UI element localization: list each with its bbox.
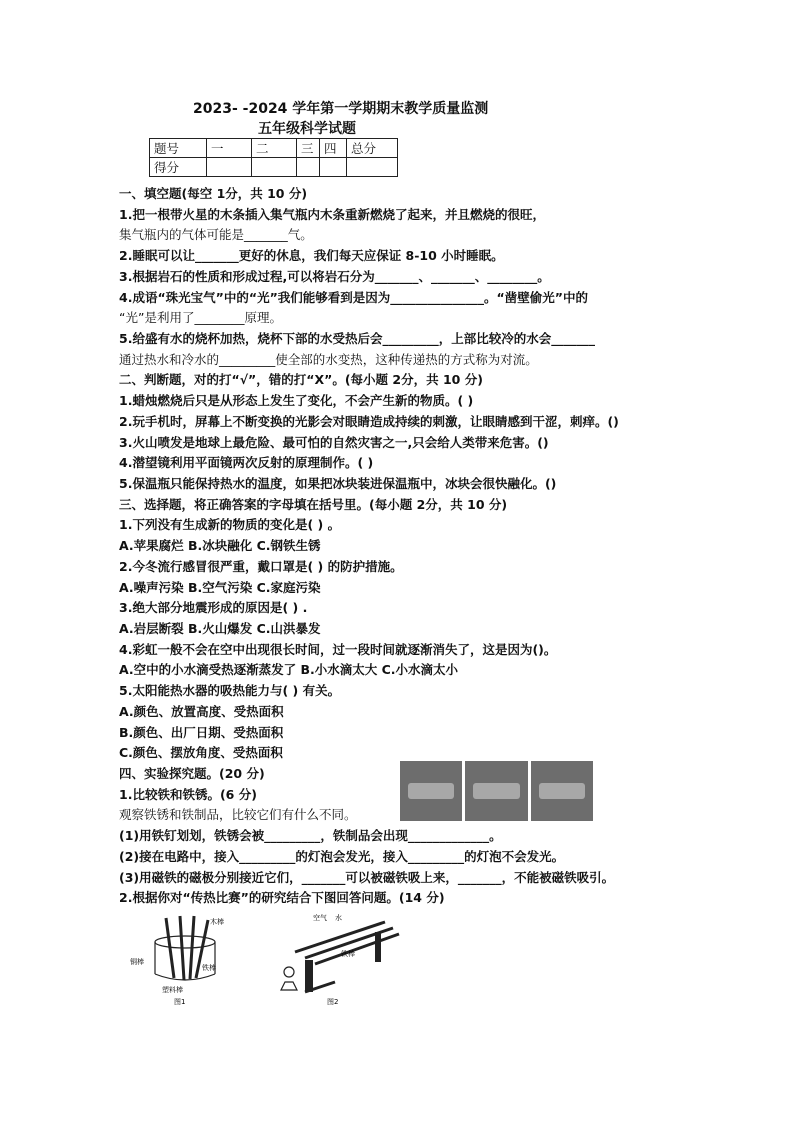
question-text: 观察铁锈和铁制品，比较它们有什么不同。: [119, 807, 357, 822]
question-text: (3)用磁铁的磁极分别接近它们，_______可以被磁铁吸上来，_______，不能被磁铁吸引。: [119, 870, 615, 885]
question-text: 2.根据你对“传热比赛”的研究结合下图回答问题。(14 分): [119, 890, 445, 905]
question-text: 通过热水和冷水的_________使全部的水变热，这种传递热的方式称为对流。: [119, 352, 538, 367]
question-text: 5.给盛有水的烧杯加热，烧杯下部的水受热后会_________，上部比较冷的水会_______: [119, 331, 595, 346]
figure-label: 塑料棒: [162, 986, 183, 994]
score-cell[interactable]: [320, 158, 347, 177]
answer-options: A.空中的小水滴受热逐渐蒸发了 B.小水滴太大 C.小水滴太小: [119, 662, 459, 677]
figure-label: 铁棒: [341, 950, 355, 958]
figure-1-illustration: [130, 912, 240, 1007]
section-heading-experiment: 四、实验探究题。(20 分): [119, 766, 265, 781]
answer-option: A.颜色、放置高度、受热面积: [119, 704, 284, 719]
score-cell[interactable]: [297, 158, 320, 177]
experiment-photo: [400, 761, 462, 821]
table-cell: 一: [207, 139, 252, 158]
answer-option: C.颜色、摆放角度、受热面积: [119, 745, 283, 760]
exam-title: 2023- -2024 学年第一学期期末教学质量监测: [193, 101, 489, 117]
question-text: (1)用铁钉划划，铁锈会被_________，铁制品会出现_____________。: [119, 828, 502, 843]
figure-label: 木棒: [210, 918, 224, 926]
score-table-header-row: [150, 139, 398, 158]
question-text: 2.今冬流行感冒很严重，戴口罩是( ) 的防护措施。: [119, 559, 403, 574]
figure-label: 水: [335, 914, 342, 922]
rust-experiment-photos: [400, 761, 593, 821]
score-cell[interactable]: [347, 158, 398, 177]
question-text: 1.比较铁和铁锈。(6 分): [119, 787, 257, 802]
question-text: 集气瓶内的气体可能是_______气。: [119, 227, 313, 242]
question-text: (2)接在电路中，接入_________的灯泡会发光，接入_________的灯泡不会发光。: [119, 849, 565, 864]
question-text: 1.蜡烛燃烧后只是从形态上发生了变化，不会产生新的物质。( ): [119, 393, 474, 408]
figure-label: 空气: [313, 914, 327, 922]
question-text: 2.玩手机时，屏幕上不断变换的光影会对眼睛造成持续的刺激，让眼睛感到干涩，刺痒。(): [119, 414, 619, 429]
figure-label: 铁棒: [202, 964, 216, 972]
section-heading-fill-blank: 一、填空题(每空 1分，共 10 分): [119, 186, 308, 201]
figure-label: 铜棒: [130, 958, 144, 966]
answer-option: B.颜色、出厂日期、受热面积: [119, 725, 284, 740]
section-heading-true-false: 二、判断题，对的打“√”，错的打“X”。(每小题 2分，共 10 分): [119, 372, 483, 387]
question-text: 4.彩虹一般不会在空中出现很长时间，过一段时间就逐渐消失了，这是因为()。: [119, 642, 557, 657]
question-text: 4.成语“珠光宝气”中的“光”我们能够看到是因为_______________。“凿壁偷光”中的: [119, 290, 588, 305]
question-text: “光”是利用了________原理。: [119, 310, 282, 325]
score-table-score-row: [150, 158, 398, 177]
question-text: 2.睡眠可以让_______更好的休息，我们每天应保证 8-10 小时睡眠。: [119, 248, 504, 263]
table-cell: 得分: [150, 158, 207, 177]
answer-options: A.噪声污染 B.空气污染 C.家庭污染: [119, 580, 321, 595]
score-cell[interactable]: [252, 158, 297, 177]
experiment-photo: [465, 761, 527, 821]
score-table: [149, 138, 398, 177]
figure-caption: 图2: [327, 998, 339, 1006]
question-text: 5.保温瓶只能保持热水的温度，如果把冰块装进保温瓶中，冰块会很快融化。(): [119, 476, 557, 491]
question-text: 3.火山喷发是地球上最危险、最可怕的自然灾害之一,只会给人类带来危害。(): [119, 435, 549, 450]
question-text: 1.下列没有生成新的物质的变化是( ) 。: [119, 517, 341, 532]
question-text: 1.把一根带火星的木条插入集气瓶内木条重新燃烧了起来，并且燃烧的很旺，: [119, 207, 545, 222]
figure-caption: 图1: [174, 998, 186, 1006]
table-cell: 二: [252, 139, 297, 158]
table-cell: 三: [297, 139, 320, 158]
table-cell: 总分: [347, 139, 398, 158]
experiment-photo: [531, 761, 593, 821]
score-cell[interactable]: [207, 158, 252, 177]
question-text: 3.绝大部分地震形成的原因是( ) .: [119, 600, 308, 615]
table-cell: 题号: [150, 139, 207, 158]
question-text: 3.根据岩石的性质和形成过程,可以将岩石分为_______、_______、________。: [119, 269, 550, 284]
answer-options: A.岩层断裂 B.火山爆发 C.山洪暴发: [119, 621, 321, 636]
exam-subtitle: 五年级科学试题: [258, 121, 356, 137]
question-text: 4.潜望镜利用平面镜两次反射的原理制作。( ): [119, 455, 374, 470]
section-heading-multiple-choice: 三、选择题，将正确答案的字母填在括号里。(每小题 2分，共 10 分): [119, 497, 508, 512]
question-text: 5.太阳能热水器的吸热能力与( ) 有关。: [119, 683, 341, 698]
figure-2-illustration: [275, 912, 405, 1007]
table-cell: 四: [320, 139, 347, 158]
answer-options: A.苹果腐烂 B.冰块融化 C.钢铁生锈: [119, 538, 321, 553]
